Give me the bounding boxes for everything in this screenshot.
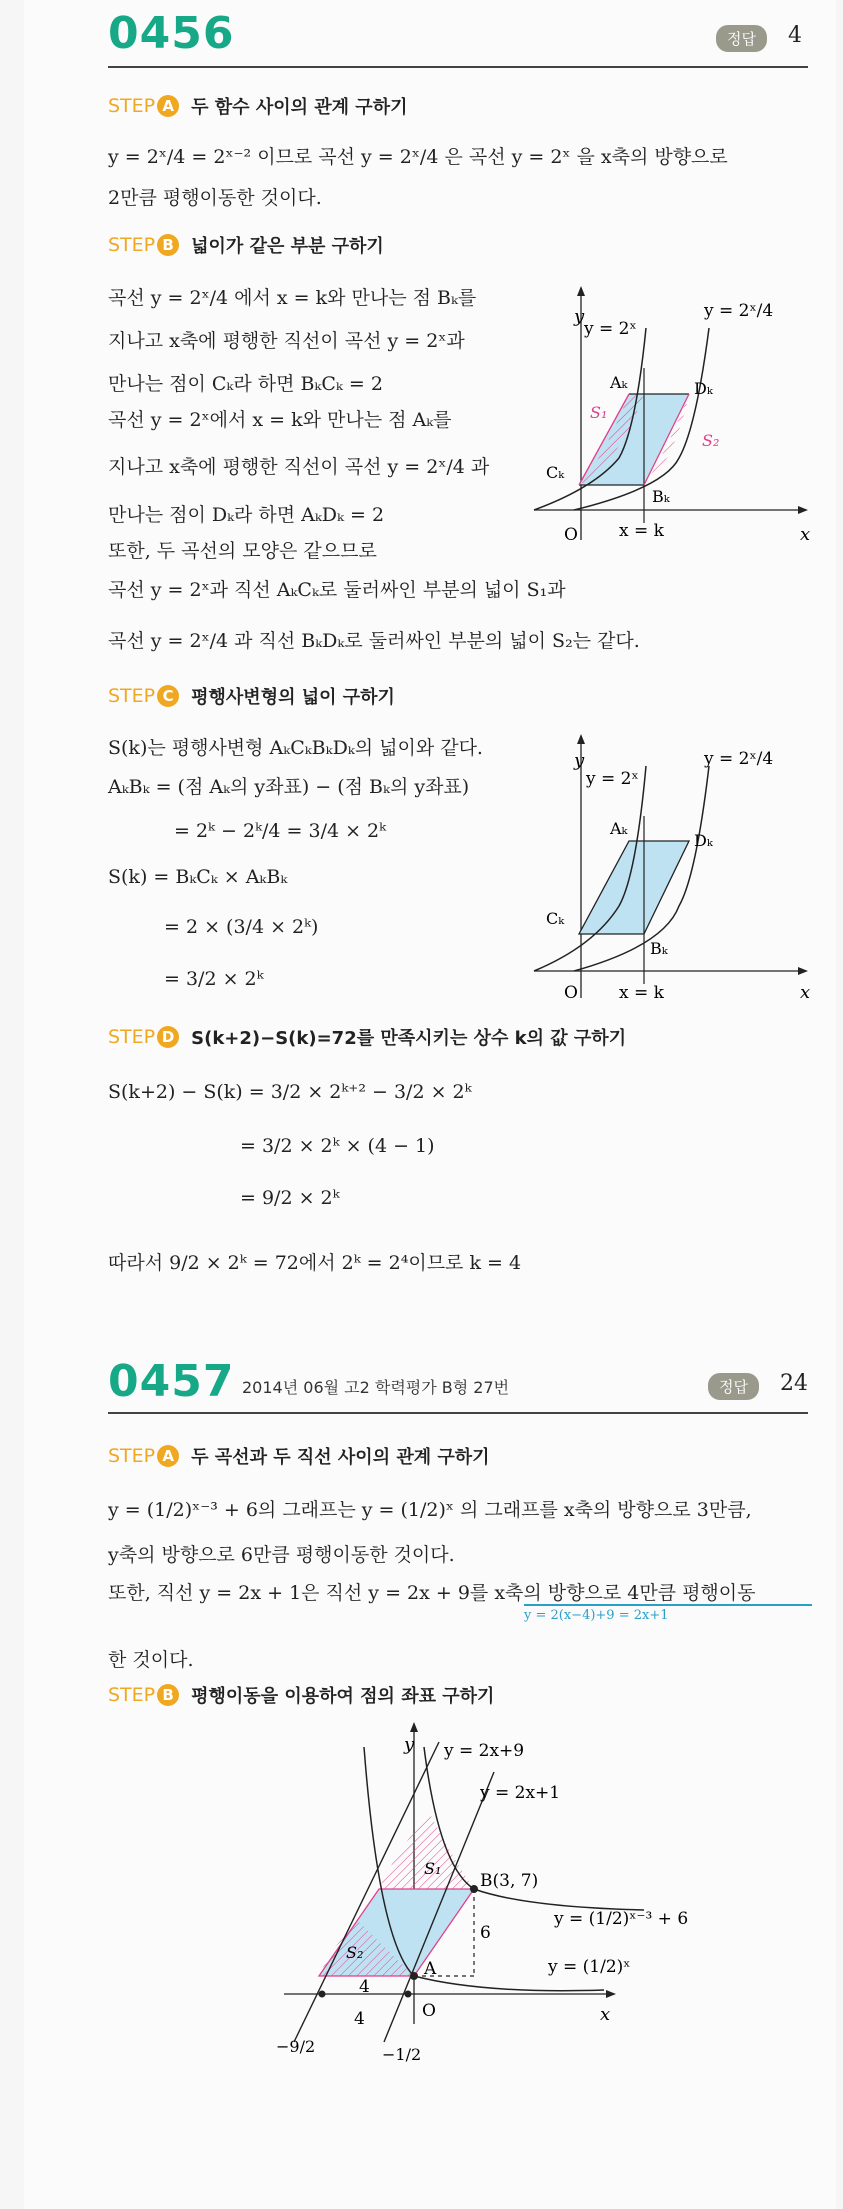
text-line: 곡선 y = 2ˣ/4 에서 x = k와 만나는 점 Bₖ를 [108, 287, 477, 309]
origin-label: O [422, 2001, 436, 2021]
step-title: 평행이동을 이용하여 점의 좌표 구하기 [191, 1686, 495, 1707]
step-letter: A [157, 95, 179, 117]
distance-label: 6 [480, 1923, 491, 1943]
text-line: S(k) = BₖCₖ × AₖBₖ [108, 866, 288, 888]
y-label: y [574, 750, 585, 771]
curve-label: y = 2ˣ/4 [704, 749, 774, 769]
annotation-note: y = 2(x−4)+9 = 2x+1 [524, 1608, 669, 1623]
text-line: S(k)는 평행사변형 AₖCₖBₖDₖ의 넓이와 같다. [108, 737, 483, 759]
step-letter: D [157, 1026, 179, 1048]
text-line: 곡선 y = 2ˣ과 직선 AₖCₖ로 둘러싸인 부분의 넓이 S₁과 [108, 579, 566, 601]
answer-badge: 정답 [708, 1373, 759, 1400]
step-label: STEP [108, 685, 156, 707]
text-line: = 9/2 × 2ᵏ [240, 1187, 340, 1209]
text-line: 지나고 x축에 평행한 직선이 곡선 y = 2ˣ/4 과 [108, 456, 490, 478]
highlight-underline [524, 1604, 812, 1606]
curve-label: y = 2ˣ [586, 769, 639, 789]
text-line: = 3/2 × 2ᵏ [164, 968, 264, 990]
text-line: 만나는 점이 Dₖ라 하면 AₖDₖ = 2 [108, 504, 385, 526]
step-b-heading [108, 232, 384, 258]
step-title: 두 함수 사이의 관계 구하기 [191, 97, 408, 118]
paper [24, 0, 836, 2209]
text-line: y = 2ˣ/4 = 2ˣ⁻² 이므로 곡선 y = 2ˣ/4 은 곡선 y = 2ˣ 을 x축의 방향으로 [108, 146, 728, 168]
point-label: Dₖ [694, 831, 713, 850]
text-line: = 3/2 × 2ᵏ × (4 − 1) [240, 1135, 435, 1157]
text-line: = 2ᵏ − 2ᵏ/4 = 3/4 × 2ᵏ [174, 820, 387, 842]
point-label: Bₖ [650, 939, 668, 958]
point-label: Cₖ [546, 463, 565, 482]
y-label: y [574, 306, 585, 327]
step-label: STEP [108, 234, 156, 256]
x-label: x [800, 524, 811, 545]
text-line: 따라서 9/2 × 2ᵏ = 72에서 2ᵏ = 2⁴이므로 k = 4 [108, 1252, 522, 1274]
point-label: Cₖ [546, 909, 565, 928]
point-b [470, 1885, 478, 1893]
text-line: 또한, 직선 y = 2x + 1은 직선 y = 2x + 9를 x축의 방향으로 4만큼 평행이동 [108, 1582, 756, 1604]
step-d-heading [108, 1024, 626, 1050]
y-label: y [404, 1734, 415, 1755]
graph-0457 [264, 1712, 744, 2082]
text-line: 한 것이다. [108, 1649, 194, 1671]
x-k-label: x = k [619, 983, 664, 1003]
curve-label: y = (1/2)ˣ [548, 1957, 631, 1977]
text-line: 또한, 두 곡선의 모양은 같으므로 [108, 540, 377, 562]
origin-label: O [564, 525, 578, 545]
text-line: y축의 방향으로 6만큼 평행이동한 것이다. [108, 1544, 455, 1566]
curve-label: y = 2ˣ [584, 319, 637, 339]
curve-label: y = (1/2)ˣ⁻³ + 6 [554, 1909, 689, 1929]
step-title: 넓이가 같은 부분 구하기 [191, 236, 384, 257]
origin-label: O [564, 983, 578, 1003]
text-line: AₖBₖ = (점 Aₖ의 y좌표) − (점 Bₖ의 y좌표) [108, 776, 470, 798]
problem-number-0457: 0457 [108, 1356, 235, 1407]
text-line: 곡선 y = 2ˣ에서 x = k와 만나는 점 Aₖ를 [108, 409, 452, 431]
answer-value: 4 [788, 23, 802, 48]
step-letter: C [157, 685, 179, 707]
graph-step-b [524, 278, 814, 548]
s1-label: S₁ [590, 403, 608, 422]
tick-label: −9/2 [276, 2037, 316, 2056]
point-a [410, 1972, 418, 1980]
x-label: x [800, 982, 811, 1003]
distance-label: 4 [359, 1977, 370, 1997]
text-line: 지나고 x축에 평행한 직선이 곡선 y = 2ˣ과 [108, 330, 465, 352]
text-line: y = (1/2)ˣ⁻³ + 6의 그래프는 y = (1/2)ˣ 의 그래프를 x축의 방향으로 3만큼, [108, 1499, 752, 1521]
step-c-heading [108, 683, 395, 709]
point-label: Aₖ [610, 373, 628, 392]
text-line: S(k+2) − S(k) = 3/2 × 2ᵏ⁺² − 3/2 × 2ᵏ [108, 1081, 472, 1103]
problem-number-0456: 0456 [108, 8, 235, 59]
step-label: STEP [108, 95, 156, 117]
text-line: 2만큼 평행이동한 것이다. [108, 187, 322, 209]
step-letter: B [157, 1684, 179, 1706]
line-label: y = 2x+9 [444, 1741, 525, 1761]
step-a-heading [108, 1443, 490, 1469]
step-b-heading [108, 1682, 494, 1708]
step-label: STEP [108, 1026, 156, 1048]
graph-step-c [524, 726, 814, 1006]
step-label: STEP [108, 1445, 156, 1467]
point-label: Dₖ [694, 379, 713, 398]
point-label: Aₖ [610, 819, 628, 838]
distance-label: 4 [354, 2009, 365, 2029]
point-label: Bₖ [652, 487, 670, 506]
step-label: STEP [108, 1684, 156, 1706]
answer-badge: 정답 [716, 25, 767, 52]
step-a-heading [108, 93, 407, 119]
header-rule [108, 66, 808, 68]
point-label: A [424, 1959, 437, 1979]
header-rule [108, 1412, 808, 1414]
line-label: y = 2x+1 [480, 1783, 561, 1803]
step-title: S(k+2)−S(k)=72를 만족시키는 상수 k의 값 구하기 [191, 1028, 627, 1049]
x-k-label: x = k [619, 521, 664, 541]
problem-source: 2014년 06월 고2 학력평가 B형 27번 [242, 1378, 510, 1397]
s2-label: S₂ [346, 1943, 364, 1962]
point-label: B(3, 7) [480, 1871, 539, 1891]
answer-value: 24 [780, 1371, 808, 1396]
text-line: = 2 × (3/4 × 2ᵏ) [164, 916, 319, 938]
step-letter: A [157, 1445, 179, 1467]
s1-label: S₁ [424, 1859, 442, 1878]
s2-label: S₂ [702, 431, 720, 450]
step-title: 두 곡선과 두 직선 사이의 관계 구하기 [191, 1447, 490, 1468]
tick-label: −1/2 [382, 2045, 422, 2064]
x-label: x [600, 2004, 611, 2025]
text-line: 곡선 y = 2ˣ/4 과 직선 BₖDₖ로 둘러싸인 부분의 넓이 S₂는 같다. [108, 630, 640, 652]
step-title: 평행사변형의 넓이 구하기 [191, 687, 395, 708]
curve-label: y = 2ˣ/4 [704, 301, 774, 321]
step-letter: B [157, 234, 179, 256]
text-line: 만나는 점이 Cₖ라 하면 BₖCₖ = 2 [108, 373, 383, 395]
